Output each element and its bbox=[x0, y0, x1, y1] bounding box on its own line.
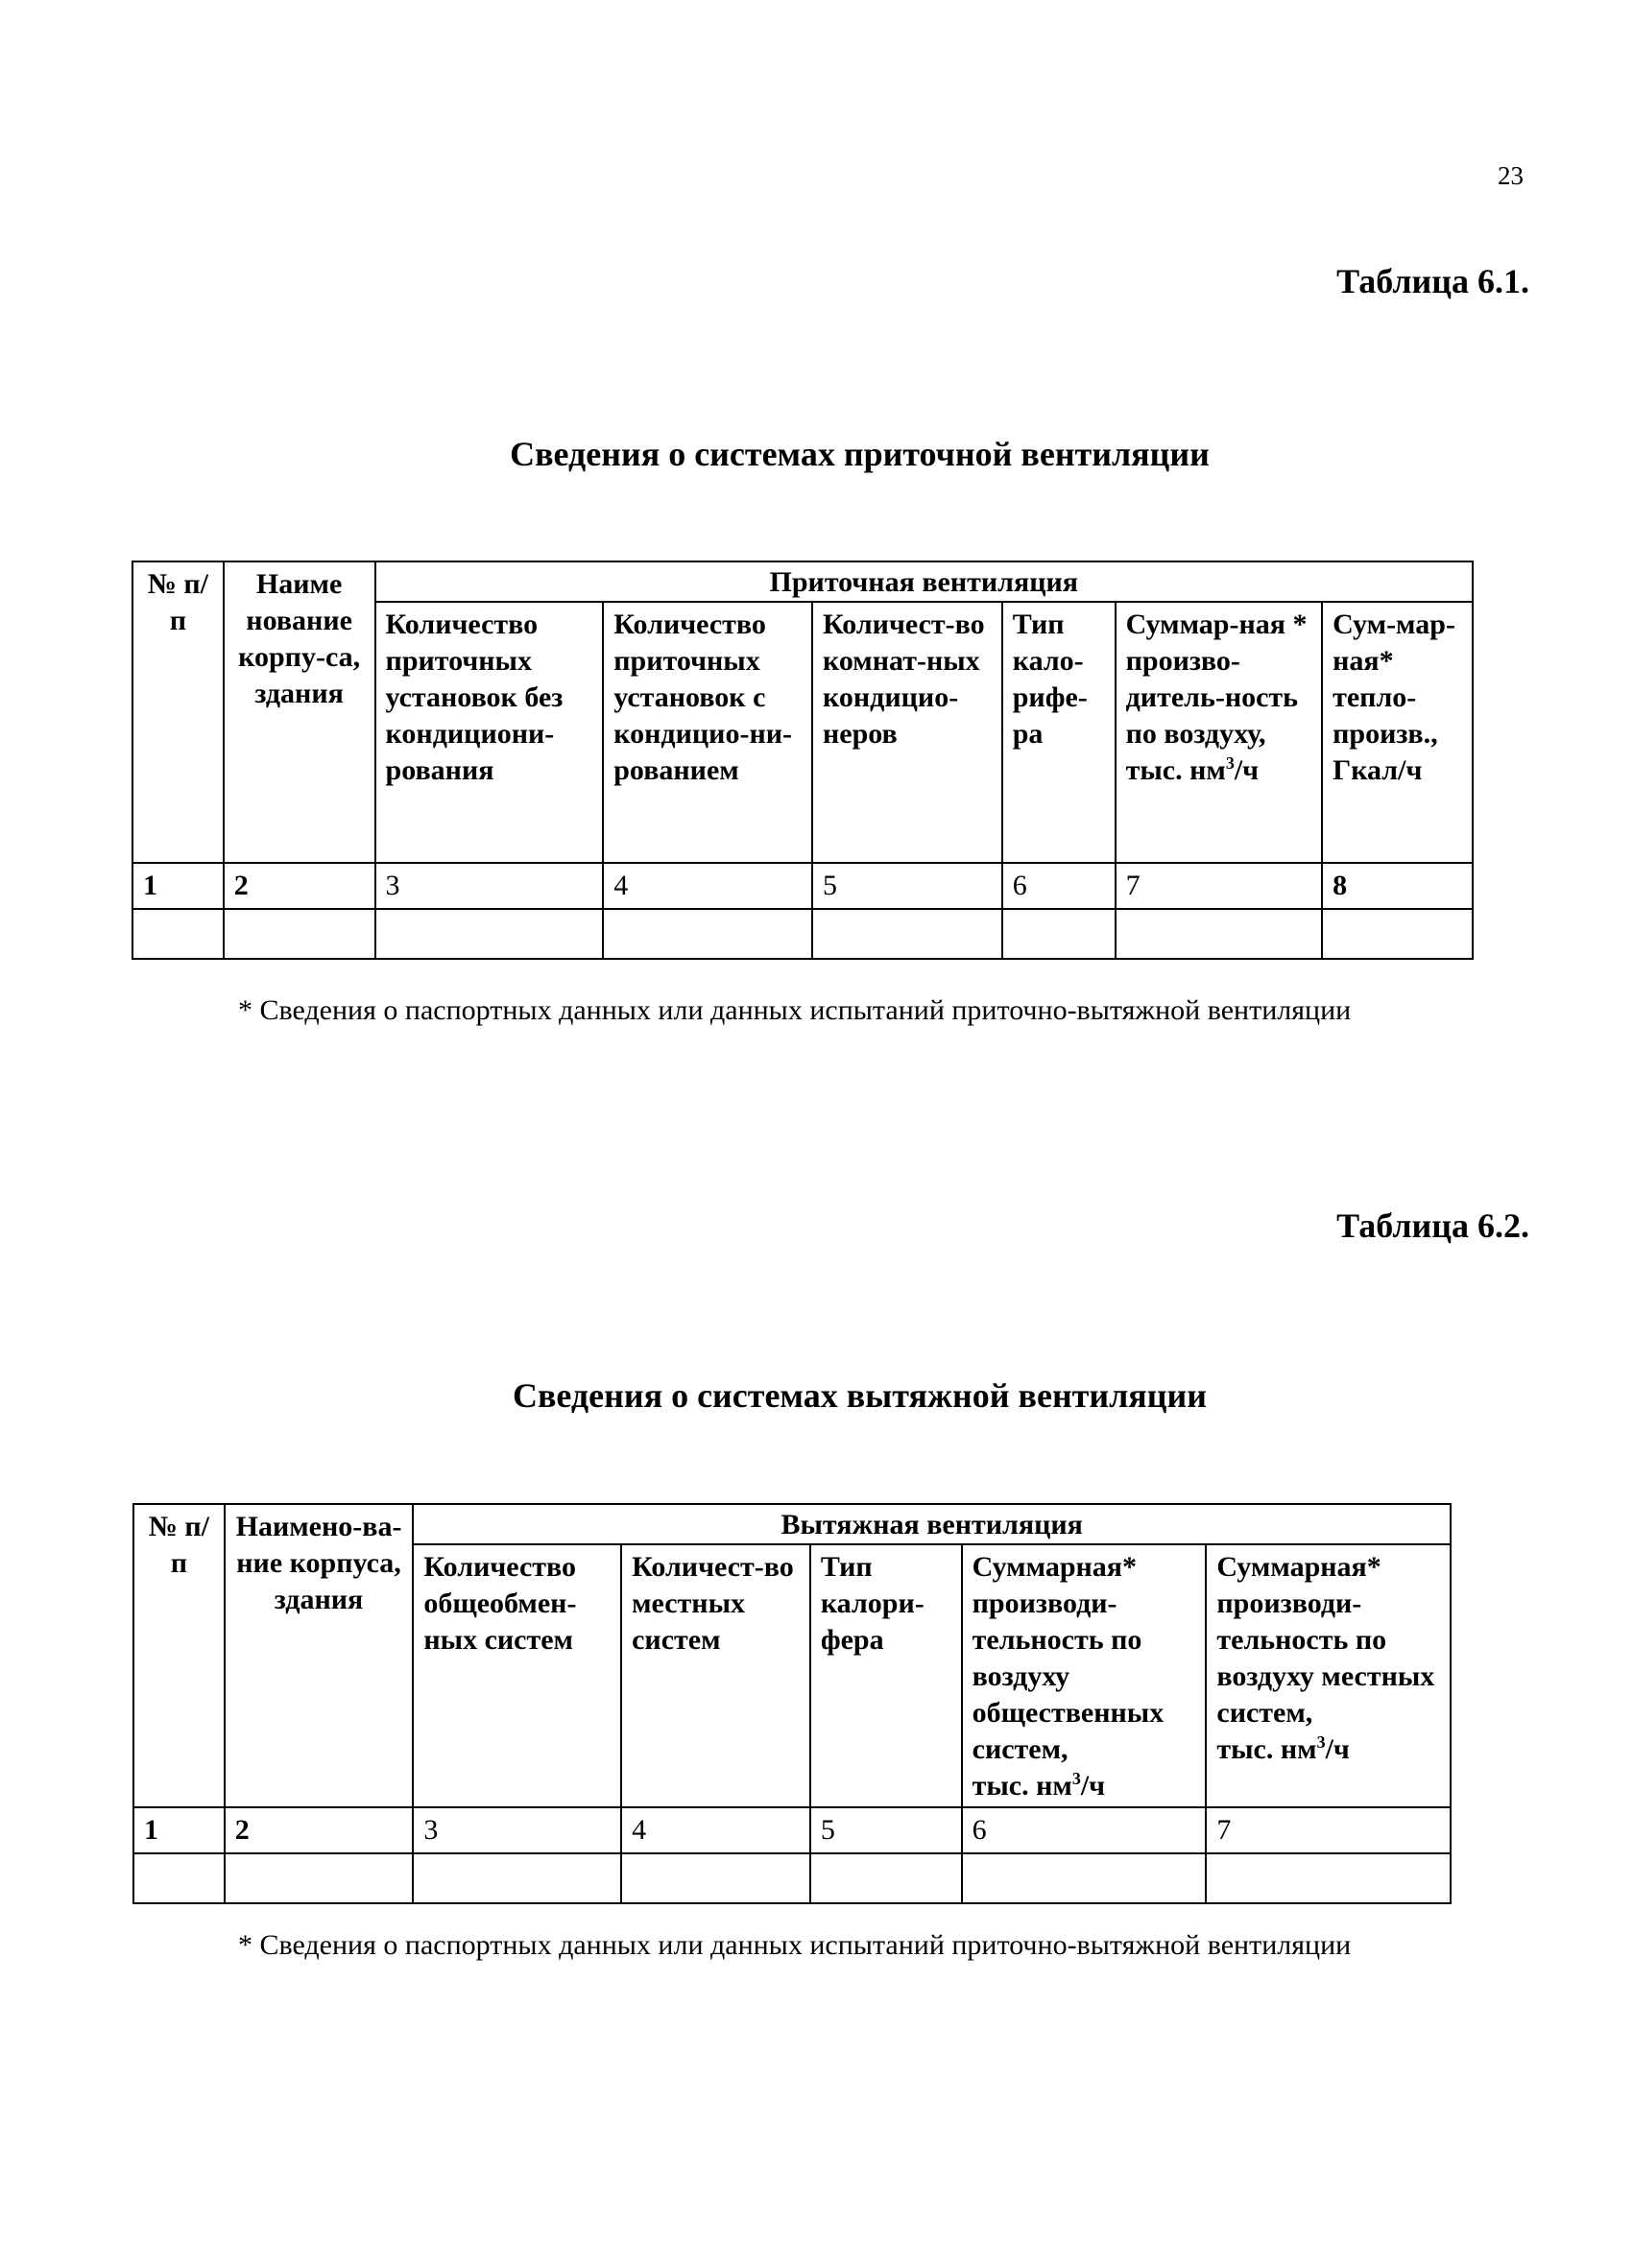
table-6-2-footnote: * Сведения о паспортных данных или данных испытаний приточно-вытяжной вентиляции bbox=[238, 1929, 1352, 1961]
table-6-1-footnote: * Сведения о паспортных данных или данных испытаний приточно-вытяжной вентиляции bbox=[238, 994, 1352, 1026]
column-number: 7 bbox=[1206, 1807, 1451, 1853]
col-no-header: № п/п bbox=[132, 561, 224, 863]
empty-row bbox=[132, 909, 1473, 959]
column-number: 1 bbox=[133, 1807, 225, 1853]
column-number: 3 bbox=[413, 1807, 621, 1853]
column-number: 2 bbox=[224, 863, 375, 909]
column-number: 7 bbox=[1116, 863, 1322, 909]
table-6-1-title: Сведения о системах приточной вентиляции bbox=[510, 435, 1210, 473]
col-units-without-ac: Количество приточных установок без кондициони-рования bbox=[375, 602, 604, 863]
table-6-1-caption: Таблица 6.1. bbox=[1336, 262, 1529, 300]
column-number: 6 bbox=[962, 1807, 1207, 1853]
col-general-air-capacity-label: Суммарная* производи-тельность по воздуху общественных систем, bbox=[972, 1551, 1165, 1765]
col-local-air-capacity-label: Суммарная* производи-тельность по воздуху местных систем, bbox=[1216, 1551, 1435, 1729]
table-6-2-caption: Таблица 6.2. bbox=[1336, 1206, 1529, 1245]
col-heater-type: Тип калори-фера bbox=[810, 1544, 962, 1807]
col-units-with-ac: Количество приточных установок с кондицио-ни-рованием bbox=[603, 602, 812, 863]
col-general-air-capacity bbox=[962, 1544, 1207, 1807]
column-number: 2 bbox=[225, 1807, 414, 1853]
col-no-header: № п/п bbox=[133, 1504, 225, 1807]
page-number: 23 bbox=[1498, 161, 1524, 190]
supply-ventilation-table bbox=[132, 561, 1474, 960]
column-number: 4 bbox=[603, 863, 812, 909]
unit-label: тыс. $нм^3/ч$ bbox=[1216, 1732, 1350, 1765]
unit-label: тыс. $нм^3/ч$ bbox=[1125, 753, 1260, 786]
col-total-air-capacity bbox=[1116, 602, 1322, 863]
column-number: 8 bbox=[1322, 863, 1473, 909]
column-number: 5 bbox=[810, 1807, 962, 1853]
col-local-air-capacity bbox=[1206, 1544, 1451, 1807]
col-room-ac-count: Количест-во комнат-ных кондицио-неров bbox=[812, 602, 1002, 863]
exhaust-ventilation-group-header: Вытяжная вентиляция bbox=[413, 1504, 1451, 1544]
column-number: 3 bbox=[375, 863, 604, 909]
col-total-heat-capacity: Сум-мар-ная* тепло-произв., Гкал/ч bbox=[1322, 602, 1473, 863]
exhaust-ventilation-table bbox=[132, 1503, 1452, 1904]
column-number: 6 bbox=[1002, 863, 1116, 909]
column-number-row bbox=[132, 863, 1473, 909]
supply-ventilation-group-header: Приточная вентиляция bbox=[375, 561, 1473, 602]
col-local-systems-count: Количест-во местных систем bbox=[621, 1544, 810, 1807]
column-number: 5 bbox=[812, 863, 1002, 909]
column-number: 4 bbox=[621, 1807, 810, 1853]
column-number: 1 bbox=[132, 863, 224, 909]
unit-label: тыс. $нм^3/ч$ bbox=[972, 1769, 1106, 1802]
col-building-header: Наиме нование корпу-са, здания bbox=[224, 561, 375, 863]
column-number-row bbox=[133, 1807, 1451, 1853]
col-general-systems-count: Количество общеобмен-ных систем bbox=[413, 1544, 621, 1807]
col-total-air-capacity-label: Суммар-ная * произво-дитель-ность по воздуху, bbox=[1125, 609, 1308, 750]
col-building-header: Наимено-ва-ние корпуса, здания bbox=[225, 1504, 414, 1807]
table-6-2-title: Сведения о системах вытяжной вентиляции bbox=[512, 1376, 1208, 1415]
empty-row bbox=[133, 1853, 1451, 1903]
col-heater-type: Тип кало-рифе-ра bbox=[1002, 602, 1116, 863]
